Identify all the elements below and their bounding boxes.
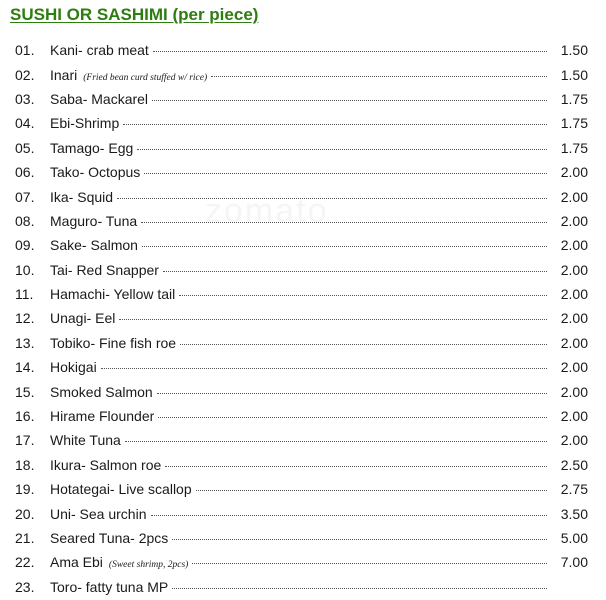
dotted-leader xyxy=(152,100,547,101)
menu-item-row xyxy=(0,111,606,135)
item-number: 06. xyxy=(15,164,35,181)
item-price: 1.50 xyxy=(560,66,588,83)
item-line xyxy=(50,189,551,205)
item-name: Tako- Octopus xyxy=(50,164,141,181)
item-name: Uni- Sea urchin xyxy=(50,505,147,522)
item-number: 23. xyxy=(15,578,35,595)
item-price: 1.75 xyxy=(560,90,588,107)
dotted-leader xyxy=(142,246,547,247)
watermark: zomato xyxy=(205,192,329,230)
item-number: 17. xyxy=(15,432,35,449)
dotted-leader xyxy=(172,539,547,540)
item-line xyxy=(50,530,551,546)
item-line xyxy=(50,310,551,326)
item-name: Inari xyxy=(50,66,78,83)
item-price: 2.00 xyxy=(560,188,588,205)
item-name: Smoked Salmon xyxy=(50,383,153,400)
item-name: Sake- Salmon xyxy=(50,237,138,254)
item-name: Hirame Flounder xyxy=(50,408,155,425)
item-number: 16. xyxy=(15,408,35,425)
item-name: Tai- Red Snapper xyxy=(50,261,159,278)
dotted-leader xyxy=(153,51,547,52)
item-line xyxy=(50,115,551,131)
item-number: 14. xyxy=(15,359,35,376)
item-price: 1.75 xyxy=(560,115,588,132)
item-name: Unagi- Eel xyxy=(50,310,116,327)
menu-item-row xyxy=(0,209,606,233)
item-note: (Fried bean curd stuffed w/ rice) xyxy=(83,72,208,83)
item-price: 7.00 xyxy=(560,554,588,571)
item-name: Seared Tuna- 2pcs xyxy=(50,530,169,546)
item-number: 22. xyxy=(15,554,35,571)
dotted-leader xyxy=(125,441,547,442)
item-number: 20. xyxy=(15,505,35,522)
dotted-leader xyxy=(211,76,547,77)
item-name: Hotategai- Live scallop xyxy=(50,481,192,498)
item-number: 08. xyxy=(15,212,35,229)
dotted-leader xyxy=(196,490,547,491)
menu-item-row xyxy=(0,477,606,501)
item-number: 12. xyxy=(15,310,35,327)
item-number: 11. xyxy=(15,286,34,303)
dotted-leader xyxy=(117,198,547,199)
dotted-leader xyxy=(123,124,547,125)
item-line xyxy=(50,42,551,58)
item-number: 02. xyxy=(15,66,35,83)
item-name: White Tuna xyxy=(50,432,121,449)
dotted-leader xyxy=(141,222,547,223)
menu-item-row xyxy=(0,355,606,379)
item-number: 07. xyxy=(15,188,35,205)
item-line xyxy=(50,506,551,522)
item-name: Toro- fatty tuna MP xyxy=(50,578,169,595)
menu-item-row xyxy=(0,233,606,257)
item-number: 05. xyxy=(15,139,35,156)
item-number: 03. xyxy=(15,90,35,107)
menu-item-row xyxy=(0,62,606,86)
item-price: 1.50 xyxy=(560,42,588,59)
item-name: Kani- crab meat xyxy=(50,42,149,59)
item-price: 2.00 xyxy=(560,334,588,351)
item-price: 2.00 xyxy=(560,359,588,376)
item-line xyxy=(50,164,551,180)
section-title: SUSHI OR SASHIMI (per piece) xyxy=(10,5,259,24)
menu-item-row xyxy=(0,379,606,403)
item-line xyxy=(50,408,551,424)
item-number: 10. xyxy=(15,261,35,278)
item-name: Hamachi- Yellow tail xyxy=(50,286,176,303)
item-line xyxy=(50,286,551,302)
item-number: 13. xyxy=(15,334,35,351)
item-name: Ikura- Salmon roe xyxy=(50,456,162,473)
item-number: 21. xyxy=(15,530,35,546)
item-line xyxy=(50,384,551,400)
menu-item-row xyxy=(0,501,606,525)
item-line xyxy=(50,67,551,83)
menu-item-row xyxy=(0,331,606,355)
item-line xyxy=(50,432,551,448)
item-number: 19. xyxy=(15,481,35,498)
item-note: (Sweet shrimp, 2pcs) xyxy=(108,560,189,571)
item-number: 18. xyxy=(15,456,35,473)
item-price: 2.00 xyxy=(560,286,588,303)
menu-item-row xyxy=(0,136,606,160)
menu-item-row xyxy=(0,404,606,428)
menu-item-row xyxy=(0,575,606,599)
item-name: Maguro- Tuna xyxy=(50,212,138,229)
item-line xyxy=(50,91,551,107)
dotted-leader xyxy=(192,563,547,564)
dotted-leader xyxy=(157,393,547,394)
menu-item-row xyxy=(0,550,606,574)
item-price: 2.00 xyxy=(560,408,588,425)
menu-item-row xyxy=(0,258,606,282)
dotted-leader xyxy=(172,588,547,589)
item-price: 2.00 xyxy=(560,212,588,229)
item-name: Ebi-Shrimp xyxy=(50,115,120,132)
item-number: 01. xyxy=(15,42,35,59)
item-name: Ika- Squid xyxy=(50,188,114,205)
item-name: Tobiko- Fine fish roe xyxy=(50,334,177,351)
menu-item-list xyxy=(0,38,606,599)
dotted-leader xyxy=(165,466,547,467)
menu-item-row xyxy=(0,526,606,550)
item-number: 09. xyxy=(15,237,35,254)
item-name: Saba- Mackarel xyxy=(50,90,149,107)
item-price: 2.00 xyxy=(560,237,588,254)
item-price: 2.00 xyxy=(560,432,588,449)
item-line xyxy=(50,262,551,278)
item-line xyxy=(50,481,551,497)
dotted-leader xyxy=(179,295,547,296)
item-line xyxy=(50,457,551,473)
item-price: 2.00 xyxy=(560,310,588,327)
item-name: Tamago- Egg xyxy=(50,139,134,156)
item-line xyxy=(50,335,551,351)
item-price: 2.00 xyxy=(560,164,588,181)
item-price: 2.00 xyxy=(560,261,588,278)
dotted-leader xyxy=(144,173,547,174)
item-line xyxy=(50,554,551,570)
item-line xyxy=(50,359,551,375)
menu-item-row xyxy=(0,306,606,330)
dotted-leader xyxy=(119,319,547,320)
dotted-leader xyxy=(158,417,547,418)
dotted-leader xyxy=(137,149,547,150)
item-price: 5.00 xyxy=(560,530,588,546)
dotted-leader xyxy=(180,344,547,345)
item-name: Hokigai xyxy=(50,359,97,376)
item-price: 2.75 xyxy=(560,481,588,498)
menu-item-row xyxy=(0,428,606,452)
item-price: 3.50 xyxy=(560,505,588,522)
item-line xyxy=(50,213,551,229)
item-name: Ama Ebi xyxy=(50,554,103,571)
item-number: 04. xyxy=(15,115,35,132)
menu-item-row xyxy=(0,282,606,306)
item-price: 2.00 xyxy=(560,383,588,400)
dotted-leader xyxy=(151,515,548,516)
menu-item-row xyxy=(0,160,606,184)
menu-item-row xyxy=(0,453,606,477)
item-price: 1.75 xyxy=(560,139,588,156)
item-line xyxy=(50,237,551,253)
dotted-leader xyxy=(163,271,547,272)
item-price: 2.50 xyxy=(560,456,588,473)
dotted-leader xyxy=(101,368,547,369)
menu-item-row xyxy=(0,184,606,208)
menu-item-row xyxy=(0,87,606,111)
menu-item-row xyxy=(0,38,606,62)
item-line xyxy=(50,579,551,595)
item-number: 15. xyxy=(15,383,35,400)
item-line xyxy=(50,140,551,156)
